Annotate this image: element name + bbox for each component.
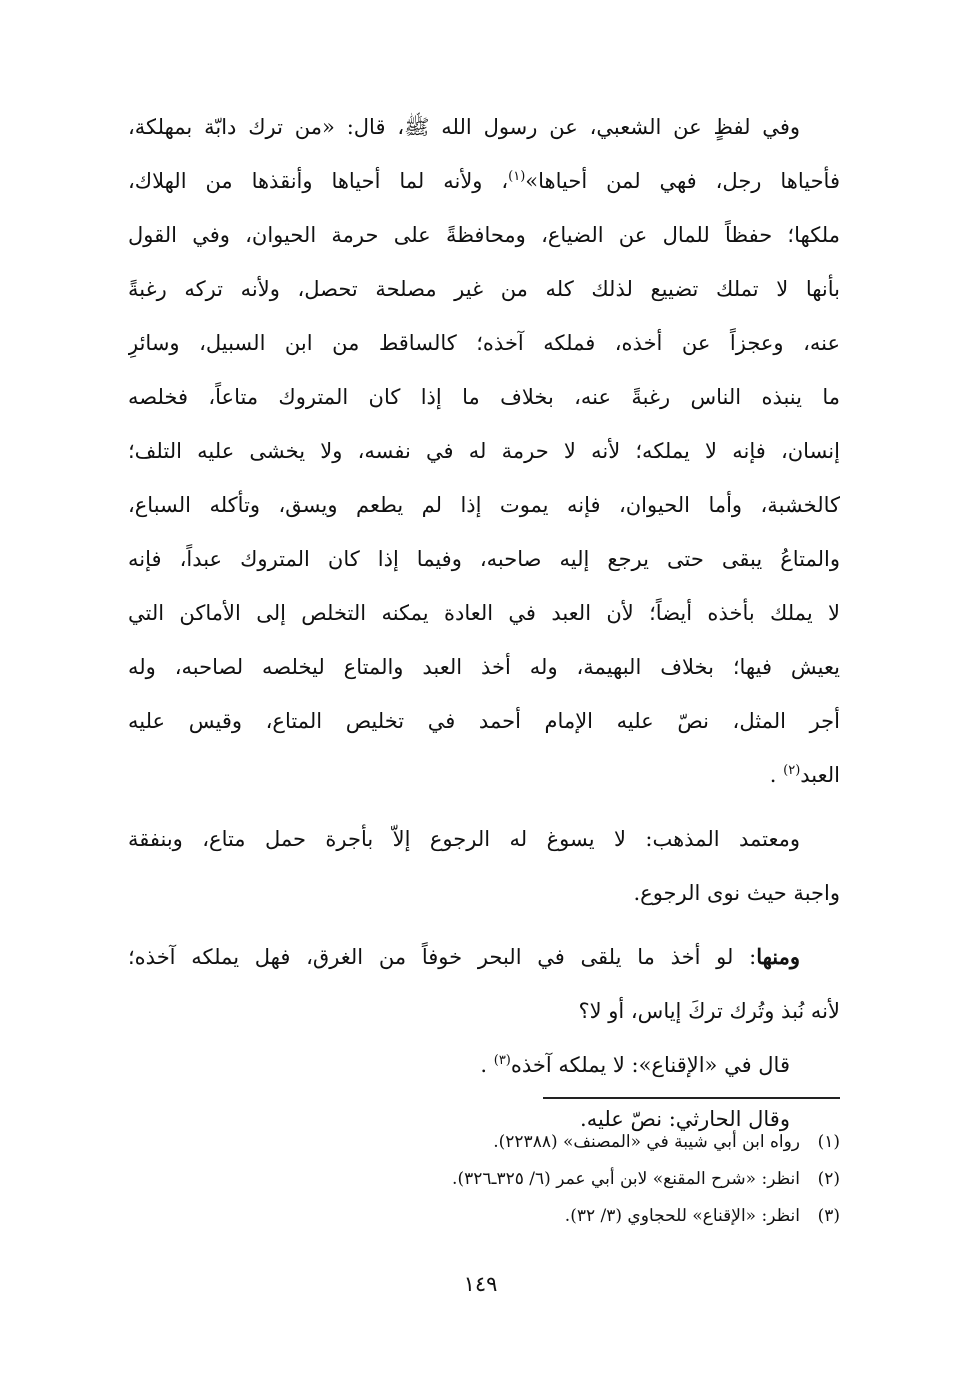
paragraph-gap [128,920,840,930]
para3-line-2: لأنه نُبذ وتُرك تركَ إياس، أو لا؟ [578,999,840,1023]
text-line-7: إنسان، فإنه لا يملكه؛ لأنه لا حرمة له في نفسه، ولا يخشى عليه التلف؛ [128,439,840,463]
footnote-1-text: رواه ابن أبي شيبة في «المصنف» (٢٢٣٨٨). [493,1132,800,1152]
text-line-13-word: العبد [800,763,840,787]
text-line-4: بأنها لا تملك تضييع لذلك كله من غير مصلحة تحصل، ولأنه تركه رغبةً [128,277,840,301]
para5-line: وقال الحارثي: نصّ عليه. [580,1107,790,1131]
footnote-3-text: انظر: «الإقناع» للحجاوي (٣/ ٣٢). [564,1206,800,1226]
text-line-6: ما ينبذه الناس رغبةً عنه، بخلاف ما إذا كان المتروك متاعاً، فخلصه [128,385,840,409]
para4-line [128,1038,840,1092]
para3-line-1-rest: : لو أخذ ما يلقى في البحر خوفاً من الغرق، فهل يملكه آخذه؛ [128,945,757,969]
para4-text: قال في «الإقناع»: لا يملكه آخذه [510,1053,790,1077]
footnote-2-number: (٢) [817,1169,840,1189]
text-line-10: لا يملك بأخذه أيضاً؛ لأن العبد في العادة يمكنه التخلص إلى الأماكن التي [128,601,840,625]
text-line-3: ملكها؛ حفظاً للمال عن الضياع، ومحافظةً على حرمة الحيوان، وفي القول [128,223,840,247]
footnote-divider [543,1097,840,1099]
footnote-2 [128,1161,840,1198]
footnote-3-number: (٣) [817,1206,840,1226]
page-number: ١٤٩ [463,1272,498,1296]
footnote-1-number: (١) [817,1132,840,1152]
para2-line-2: واجبة حيث نوى الرجوع. [633,881,840,905]
para3-line-1 [128,930,840,984]
footnotes [128,1124,840,1235]
text-line-13-end: . [769,763,777,787]
text-line-2-rest: ، ولأنه لما أحياها وأنقذها من الهلاك، [128,169,509,193]
footnote-1 [128,1124,840,1161]
footnote-ref-1: (١) [508,169,526,184]
footnote-ref-2: (٢) [783,763,801,778]
text-line-11: يعيش فيها؛ بخلاف البهيمة، وله أخذ العبد والمتاع ليخلصه لصاحبه، وله [128,655,840,679]
footnote-2-text: انظر: «شرح المقنع» لابن أبي عمر (٦/ ٣٢٥ـ٣٢٦). [452,1169,800,1189]
para3-lead-word: ومنها [756,944,800,969]
text-line-13 [128,748,840,802]
text-line-12: أجر المثل، نصّ عليه الإمام أحمد في تخليص المتاع، وقيس عليه [128,709,840,733]
para2-line-1: ومعتمد المذهب: لا يسوغ له الرجوع إلاّ بأجرة حمل متاع، وبنفقة [128,827,800,851]
text-line-9: والمتاعُ يبقى حتى يرجع إليه صاحبه، وفيما إذا كان المتروك عبداً، فإنه [128,547,840,571]
para4-end: . [480,1053,488,1077]
text-line-2-start: فأحياها رجل، فهي لمن أحياها» [525,169,840,193]
footnote-3 [128,1198,840,1235]
main-text [128,100,840,1146]
paragraph-gap [128,802,840,812]
text-line-5: عنه، وعجزاً عن أخذه، فملكه آخذه؛ كالساقط من ابن السبيل، وسائرِ [128,331,840,355]
text-line-8: كالخشبة، وأما الحيوان، فإنه يموت إذا لم يطعم ويسق، وتأكله السباع، [128,493,840,517]
footnote-ref-3: (٣) [493,1053,511,1068]
text-line-2 [128,154,840,208]
text-line-1: وفي لفظٍ عن الشعبي، عن رسول الله ﷺ، قال: «من ترك دابّة بمهلكة، [128,115,800,139]
